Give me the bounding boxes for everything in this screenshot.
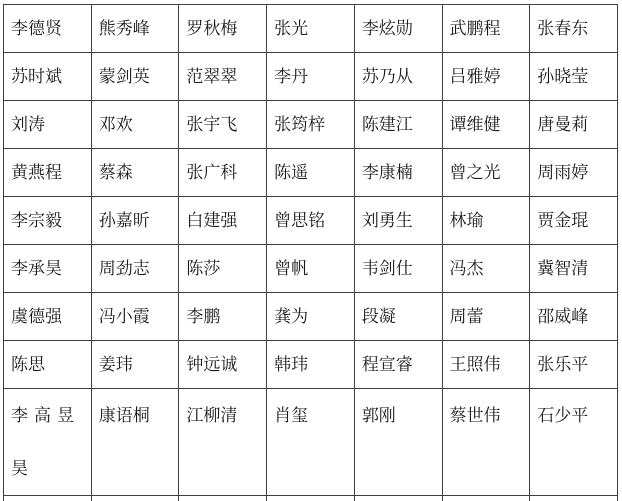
table-cell: 康语桐 (91, 389, 179, 496)
table-cell: 张筠梓 (267, 101, 355, 149)
table-row (4, 197, 618, 245)
table-cell: 虞德强 (4, 293, 92, 341)
table-cell: 刘勇生 (354, 197, 442, 245)
table-cell: 钟远诚 (179, 341, 267, 389)
table-cell: 陈建江 (354, 101, 442, 149)
table-cell: 曾思铭 (267, 197, 355, 245)
table-row (4, 149, 618, 197)
table-cell: 白建强 (179, 197, 267, 245)
table-cell: 韦剑仕 (354, 245, 442, 293)
table-cell: 苏时斌 (4, 53, 92, 101)
table-cell: 刘涛 (4, 101, 92, 149)
table-cell (91, 496, 179, 501)
table-cell: 陈莎 (179, 245, 267, 293)
table-row (4, 341, 618, 389)
table-cell: 吕雅婷 (442, 53, 530, 101)
table-row (4, 53, 618, 101)
table-cell (530, 496, 618, 501)
table-cell (442, 496, 530, 501)
table-cell: 李高昱昊 (4, 389, 92, 496)
table-cell (267, 496, 355, 501)
table-cell: 范翠翠 (179, 53, 267, 101)
table-row (4, 293, 618, 341)
table-cell: 郭刚 (354, 389, 442, 496)
table-cell: 林瑜 (442, 197, 530, 245)
table-cell: 冀智清 (530, 245, 618, 293)
table-row (4, 5, 618, 53)
table-cell: 苏乃从 (354, 53, 442, 101)
table-cell: 张乐平 (530, 341, 618, 389)
table-cell: 孙嘉昕 (91, 197, 179, 245)
table-cell: 谭维健 (442, 101, 530, 149)
table-cell (179, 496, 267, 501)
table-cell: 石少平 (530, 389, 618, 496)
table-row (4, 101, 618, 149)
table-cell: 孙晓莹 (530, 53, 618, 101)
table-cell: 李丹 (267, 53, 355, 101)
table-cell: 李承昊 (4, 245, 92, 293)
table-cell: 冯小霞 (91, 293, 179, 341)
table-cell: 陈遥 (267, 149, 355, 197)
table-cell: 李康楠 (354, 149, 442, 197)
table-cell: 张宇飞 (179, 101, 267, 149)
table-cell: 陈思 (4, 341, 92, 389)
table-cell: 李鹏 (179, 293, 267, 341)
table-cell: 邓欢 (91, 101, 179, 149)
table-cell: 王照伟 (442, 341, 530, 389)
table-cell: 李宗毅 (4, 197, 92, 245)
table-cell: 周蕾 (442, 293, 530, 341)
table-cell: 曾之光 (442, 149, 530, 197)
table-cell: 曾帆 (267, 245, 355, 293)
table-cell: 龚为 (267, 293, 355, 341)
table-cell (354, 496, 442, 501)
table-cell: 肖玺 (267, 389, 355, 496)
table-cell: 唐曼莉 (530, 101, 618, 149)
table-cell: 罗秋梅 (179, 5, 267, 53)
table-cell: 冯杰 (442, 245, 530, 293)
table-cell: 姜玮 (91, 341, 179, 389)
table-cell: 熊秀峰 (91, 5, 179, 53)
table-cell: 武鹏程 (442, 5, 530, 53)
table-row-partial (4, 496, 618, 501)
table-cell: 江柳清 (179, 389, 267, 496)
table-cell: 张光 (267, 5, 355, 53)
table-cell: 周劲志 (91, 245, 179, 293)
table-row (4, 245, 618, 293)
table-cell: 韩玮 (267, 341, 355, 389)
table-cell: 黄燕程 (4, 149, 92, 197)
table-cell: 张广科 (179, 149, 267, 197)
table-cell: 李德贤 (4, 5, 92, 53)
table-cell: 蔡世伟 (442, 389, 530, 496)
table-cell: 邵威峰 (530, 293, 618, 341)
table-cell: 段凝 (354, 293, 442, 341)
table-cell: 贾金琨 (530, 197, 618, 245)
table-cell: 程宣睿 (354, 341, 442, 389)
table-row (4, 389, 618, 496)
table-cell: 张春东 (530, 5, 618, 53)
table-cell (4, 496, 92, 501)
names-table (3, 4, 618, 501)
table-cell: 蔡森 (91, 149, 179, 197)
table-cell: 李炫勋 (354, 5, 442, 53)
table-cell: 周雨婷 (530, 149, 618, 197)
table-cell: 蒙剑英 (91, 53, 179, 101)
